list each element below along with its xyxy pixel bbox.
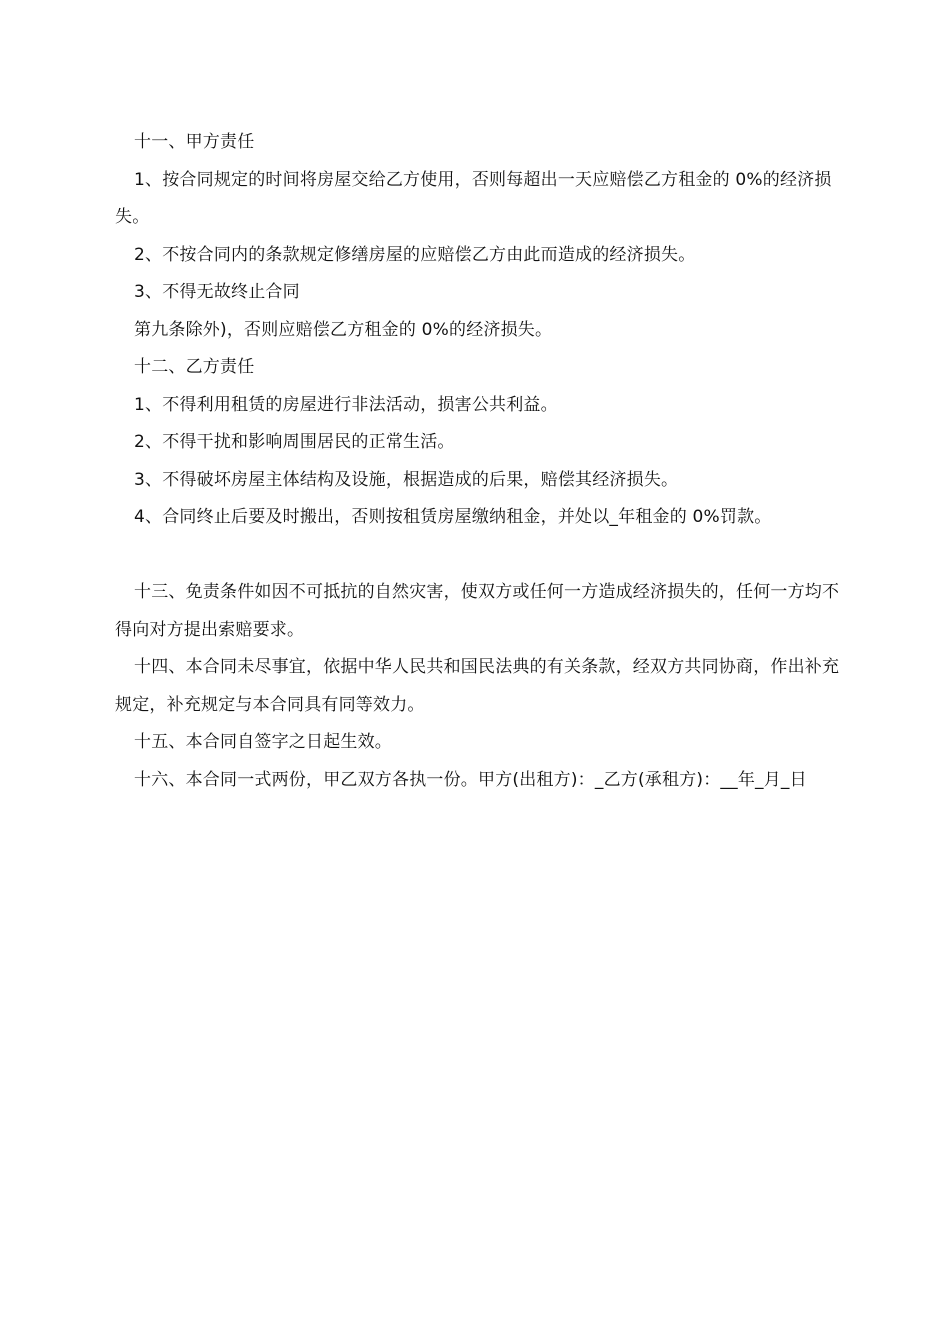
clause-13-exemption: 十三、免责条件如因不可抵抗的自然灾害，使双方或任何一方造成经济损失的，任何一方均不得向对方提出索赔要求。 xyxy=(115,582,840,640)
paragraph-gap xyxy=(115,537,855,575)
clause-12-2: 2、不得干扰和影响周围居民的正常生活。 xyxy=(134,432,455,452)
clause-12-1: 1、不得利用租赁的房屋进行非法活动，损害公共利益。 xyxy=(134,394,558,415)
clause-16-signature: 十六、本合同一式两份，甲乙双方各执一份。甲方(出租方)：_乙方(承租方)：__年_月_日 xyxy=(134,769,807,790)
clause-11-2: 2、不按合同内的条款规定修缮房屋的应赔偿乙方由此而造成的经济损失。 xyxy=(134,244,696,265)
section-heading-party-b-duties: 十二、乙方责任 xyxy=(134,357,255,377)
clause-12-3: 3、不得破坏房屋主体结构及设施，根据造成的后果，赔偿其经济损失。 xyxy=(134,469,679,490)
clause-12-4: 4、合同终止后要及时搬出，否则按租赁房屋缴纳租金，并处以_年租金的 0%罚款。 xyxy=(134,507,772,527)
clause-15-effective: 十五、本合同自签字之日起生效。 xyxy=(134,732,392,752)
clause-11-3: 3、不得无故终止合同 xyxy=(134,282,300,302)
clause-14-supplement: 十四、本合同未尽事宜，依据中华人民共和国民法典的有关条款，经双方共同协商，作出补充规定，补充规定与本合同具有同等效力。 xyxy=(115,657,840,715)
clause-11-1: 1、按合同规定的时间将房屋交给乙方使用，否则每超出一天应赔偿乙方租金的 0%的经济损失。 xyxy=(115,169,832,227)
section-heading-party-a-duties: 十一、甲方责任 xyxy=(134,132,255,152)
clause-11-3-continued: 第九条除外)，否则应赔偿乙方租金的 0%的经济损失。 xyxy=(134,319,553,340)
contract-body xyxy=(115,124,855,799)
